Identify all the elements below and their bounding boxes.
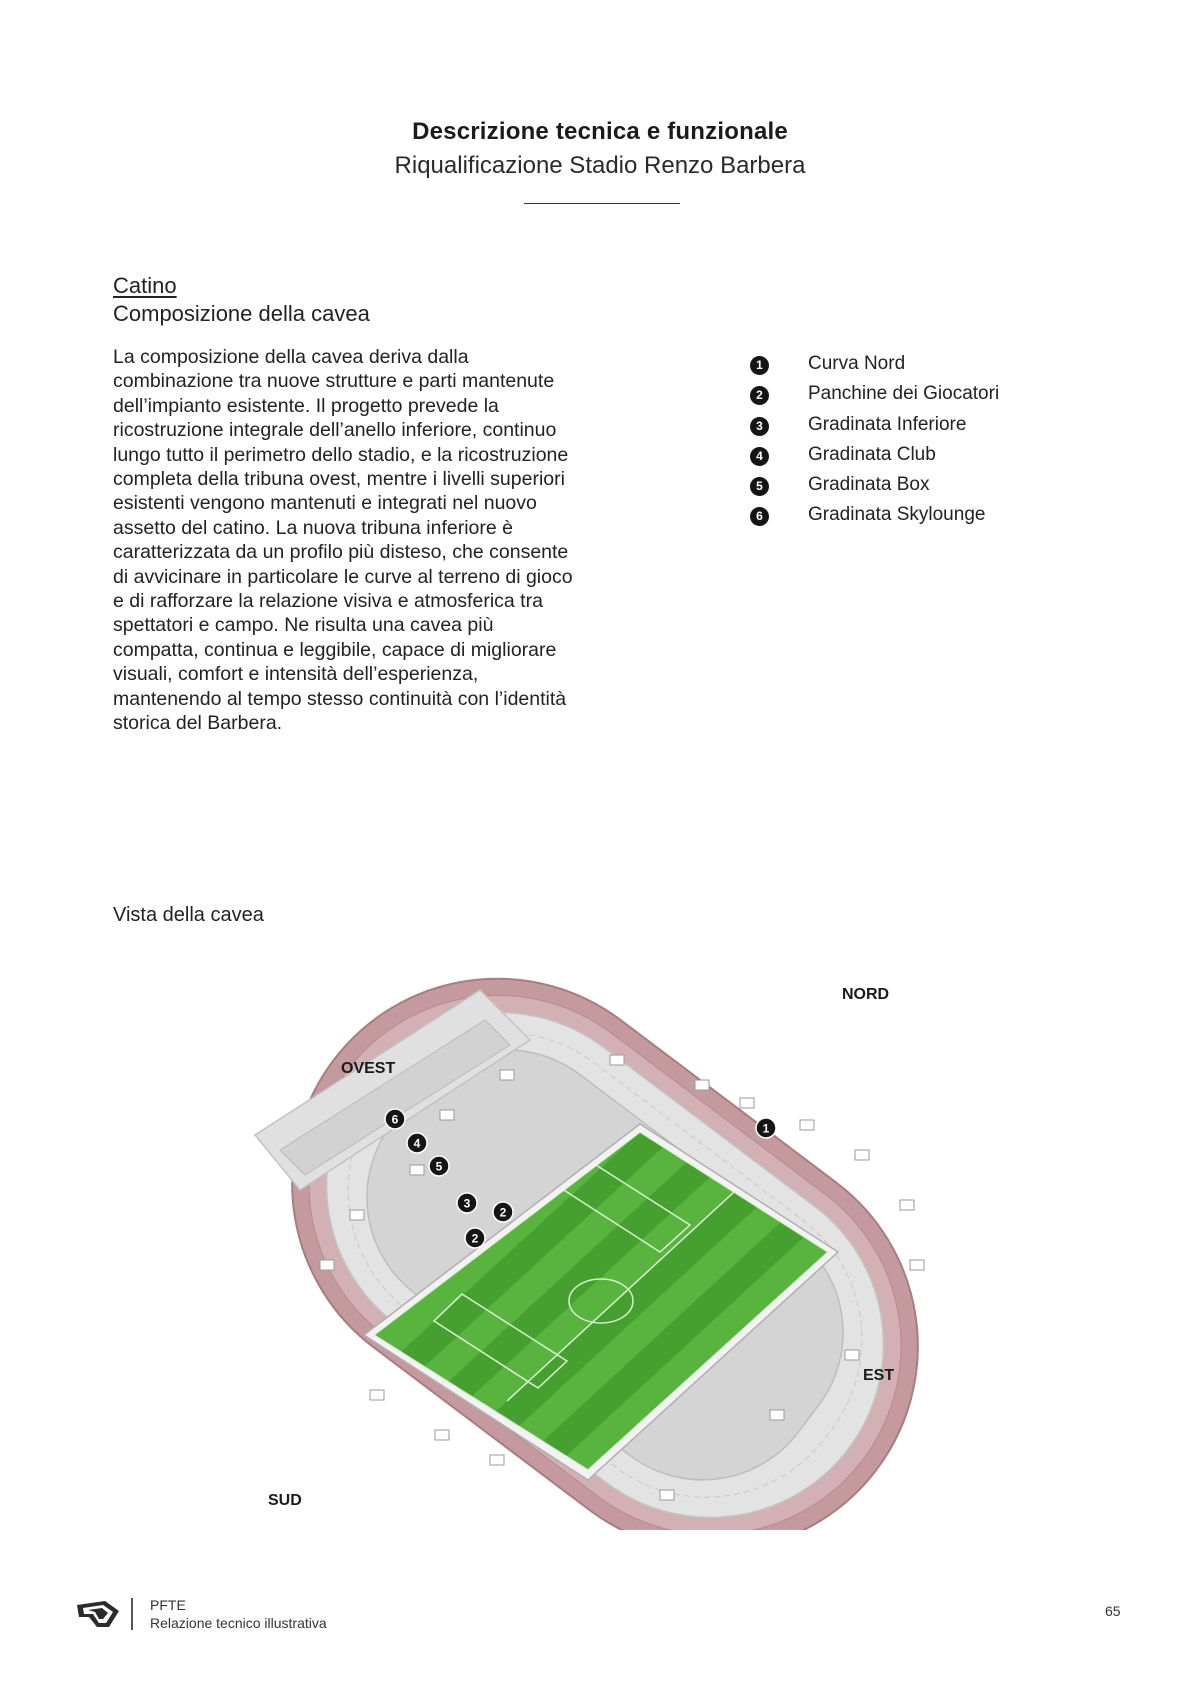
body-paragraph: La composizione della cavea deriva dalla combinazione tra nuove strutture e parti mantenute dell’impianto esistente. Il progetto prevede la ricostruzione integrale dell’anello inferiore, continuo lungo tutto il perimetro dello stadio, e la ricostruzione completa della tribuna ovest, mentre i livelli superiori esistenti vengono mantenuti e integrati nel nuovo assetto del catino. La nuova tribuna inferiore è caratterizzata da un profilo più disteso, che consente di avvicinare in particolare le curve al terreno di gioco e di rafforzare la relazione visiva e atmosferica tra spettatori e campo. Ne risulta una cavea più compatta, continua e leggibile, capace di migliorare visuali, comfort e intensità dell’esperienza, mantenendo al tempo stesso continuità con l’identità storica del Barbera. — [113, 346, 573, 735]
footer-sublabel: Relazione tecnico illustrativa — [150, 1615, 327, 1631]
marker-1 — [756, 1118, 776, 1138]
compass-east-label: EST — [863, 1367, 895, 1384]
footer-label: PFTE — [150, 1597, 186, 1613]
page-number: 65 — [1105, 1603, 1121, 1619]
legend-number-badge: 2 — [750, 386, 769, 405]
marker-number: 5 — [435, 1159, 443, 1174]
page-title: Descrizione tecnica e funzionale — [412, 118, 788, 145]
marker-number: 2 — [499, 1205, 507, 1220]
section-title: Catino — [113, 273, 177, 298]
legend-number-badge: 3 — [750, 417, 769, 436]
compass-south-label: SUD — [268, 1492, 302, 1509]
marker-6 — [385, 1109, 405, 1129]
marker-3 — [457, 1193, 477, 1213]
compass-west-label: OVEST — [341, 1060, 396, 1077]
marker-4 — [407, 1133, 427, 1153]
legend-number-badge: 4 — [750, 447, 769, 466]
legend-label: Panchine dei Giocatori — [808, 383, 1000, 405]
marker-2b — [465, 1228, 485, 1248]
header-divider — [524, 203, 680, 204]
figure-caption: Vista della cavea — [113, 904, 264, 926]
footer-divider — [131, 1598, 133, 1630]
marker-number: 3 — [463, 1196, 471, 1211]
marker-number: 4 — [413, 1136, 421, 1151]
legend-label: Gradinata Club — [808, 443, 936, 465]
legend-label: Gradinata Box — [808, 474, 930, 496]
legend-number-badge: 6 — [750, 507, 769, 526]
stadium-illustration — [190, 960, 1010, 1530]
marker-number: 6 — [391, 1112, 399, 1127]
page-subtitle: Riqualificazione Stadio Renzo Barbera — [394, 152, 806, 179]
club-logo-icon — [75, 1597, 121, 1631]
page-header — [0, 118, 1200, 180]
compass-north-label: NORD — [842, 986, 890, 1003]
section-subtitle: Composizione della cavea — [113, 301, 370, 326]
legend-label: Gradinata Skylounge — [808, 504, 986, 526]
marker-2 — [493, 1202, 513, 1222]
legend-label: Gradinata Inferiore — [808, 413, 967, 435]
marker-number: 2 — [471, 1231, 479, 1246]
legend-number-badge: 1 — [750, 356, 769, 375]
marker-number: 1 — [762, 1121, 770, 1136]
marker-5 — [429, 1156, 449, 1176]
legend-label: Curva Nord — [808, 353, 906, 374]
legend-number-badge: 5 — [750, 477, 769, 496]
